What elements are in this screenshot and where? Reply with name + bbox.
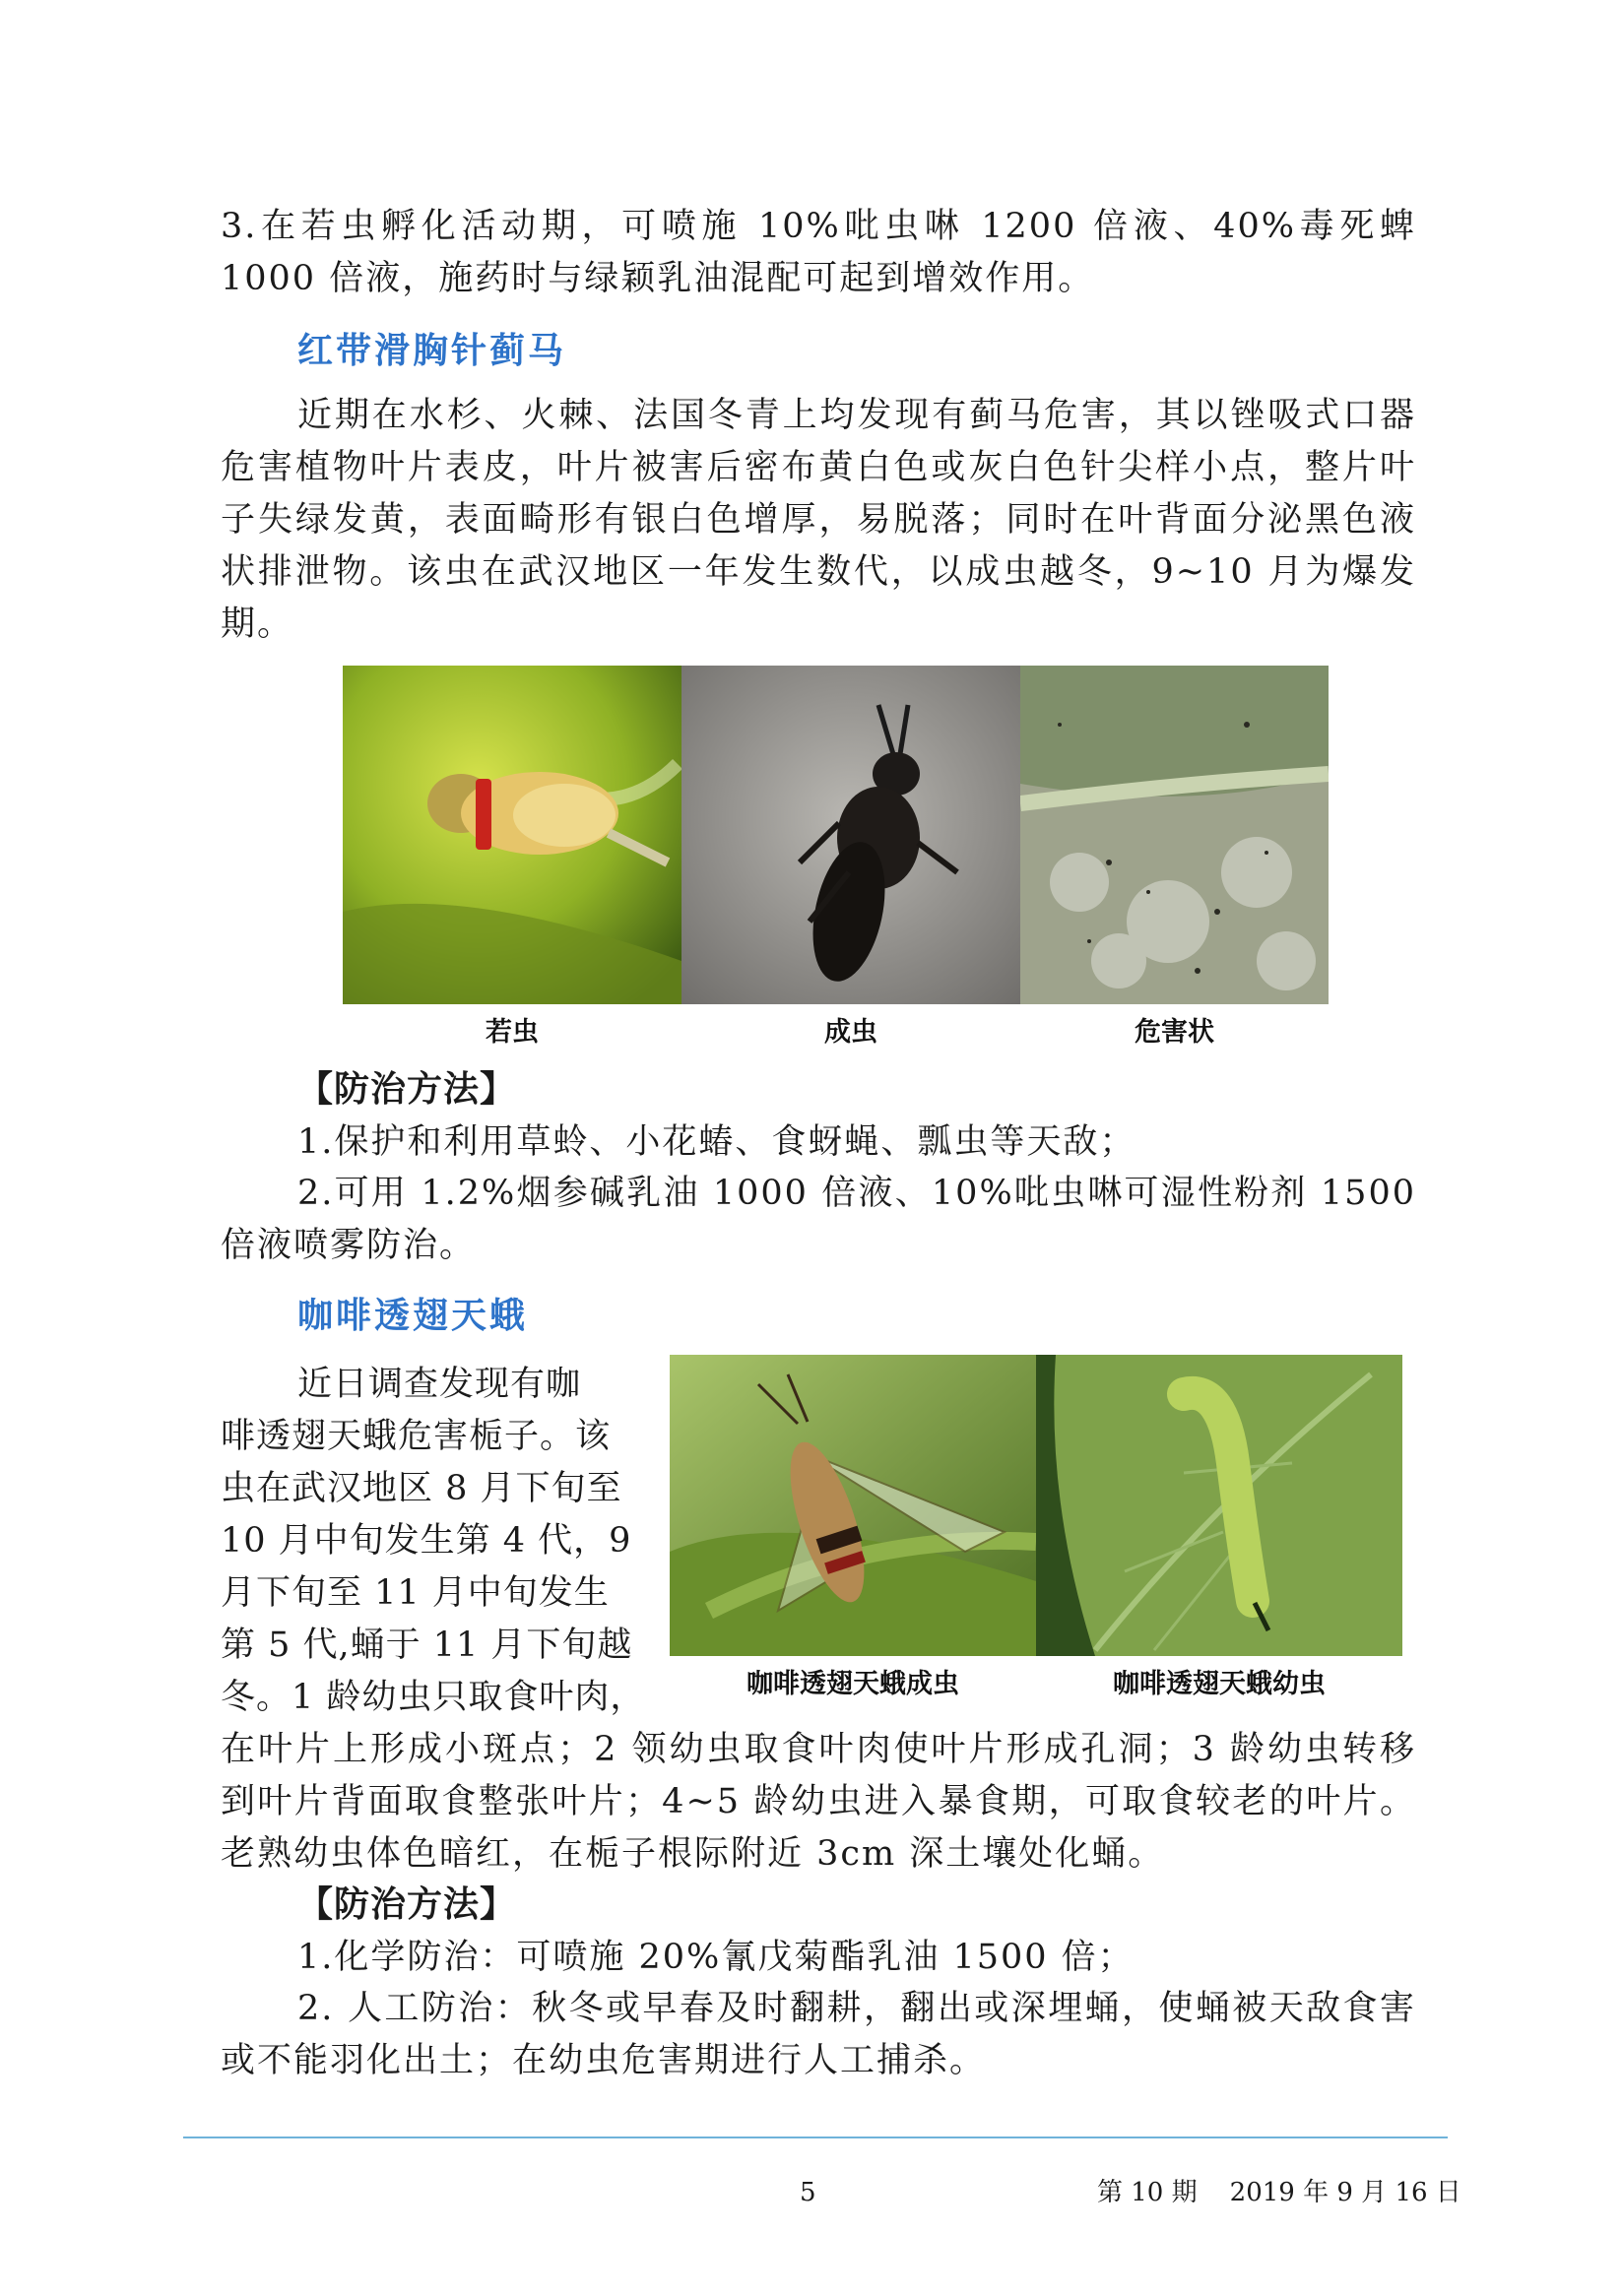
- hawkmoth-larva-photo: [1036, 1355, 1402, 1656]
- side-line: 10 月中旬发生第 4 代，9: [221, 1521, 632, 1561]
- caption-hawkmoth-larva: 咖啡透翅天蛾幼虫: [1113, 1669, 1326, 1699]
- thrips-nymph-photo: [343, 666, 681, 1004]
- control-method-manual: 2. 人工防治：秋冬或早春及时翻耕，翻出或深埋蛹，使蛹被天敌食害或不能羽化出土；在幼虫危害期进行人工捕杀。: [221, 1989, 1416, 2080]
- page-number: 5: [800, 2178, 816, 2207]
- control-method-spray: 2.可用 1.2%烟参碱乳油 1000 倍液、10%吡虫啉可湿性粉剂 1500 倍液喷雾防治。: [221, 1174, 1416, 1265]
- caption-adult: 成虫: [824, 1017, 877, 1048]
- side-line: 月下旬至 11 月中旬发生: [221, 1573, 610, 1613]
- caption-damage: 危害状: [1135, 1017, 1214, 1048]
- caption-hawkmoth-adult: 咖啡透翅天蛾成虫: [746, 1669, 959, 1699]
- paragraph-thrips-description: 近期在水杉、火棘、法国冬青上均发现有蓟马危害，其以锉吸式口器危害植物叶片表皮，叶片被害后密布黄白色或灰白色针尖样小点，整片叶子失绿发黄，表面畸形有银白色增厚，易脱落；同时在叶背面分泌黑色液状排泄物。该虫在武汉地区一年发生数代，以成虫越冬，9~10 月为爆发期。: [221, 396, 1416, 644]
- control-method-chemical: 1.化学防治：可喷施 20%氰戊菊酯乳油 1500 倍；: [297, 1938, 1135, 1977]
- paragraph-hawkmoth-continued: 在叶片上形成小斑点；2 领幼虫取食叶肉使叶片形成孔洞；3 龄幼虫转移到叶片背面取食整张叶片；4~5 龄幼虫进入暴食期，可取食较老的叶片。老熟幼虫体色暗红，在栀子根际附近 3cm 深土壤处化蛹。: [221, 1730, 1416, 1874]
- side-line: 冬。1 龄幼虫只取食叶肉，: [221, 1678, 646, 1717]
- issue-date: 第 10 期 2019 年 9 月 16 日: [1097, 2178, 1461, 2207]
- section-title-hawkmoth: 咖啡透翅天蛾: [297, 1296, 529, 1336]
- control-method-natural-enemies: 1.保护和利用草蛉、小花蝽、食蚜蝇、瓢虫等天敌；: [297, 1122, 1136, 1162]
- caption-nymph: 若虫: [486, 1017, 539, 1048]
- footer-divider: [183, 2137, 1448, 2138]
- leaf-damage-photo: [1020, 666, 1329, 1004]
- thrips-adult-photo: [681, 666, 1020, 1004]
- side-line: 近日调查发现有咖: [297, 1365, 582, 1404]
- section-title-thrips: 红带滑胸针蓟马: [297, 331, 567, 371]
- hawkmoth-adult-photo: [670, 1355, 1036, 1656]
- side-line: 虫在武汉地区 8 月下旬至: [221, 1469, 622, 1508]
- side-line: 啡透翅天蛾危害栀子。该: [221, 1417, 612, 1456]
- control-methods-title-1: 【防治方法】: [297, 1069, 517, 1110]
- hawkmoth-side-text: [221, 1359, 656, 1724]
- control-methods-title-2: 【防治方法】: [297, 1884, 517, 1925]
- side-line: 第 5 代,蛹于 11 月下旬越: [221, 1626, 633, 1665]
- paragraph-spray-advice: 3.在若虫孵化活动期，可喷施 10%吡虫啉 1200 倍液、40%毒死蜱 1000 倍液，施药时与绿颖乳油混配可起到增效作用。: [221, 207, 1416, 298]
